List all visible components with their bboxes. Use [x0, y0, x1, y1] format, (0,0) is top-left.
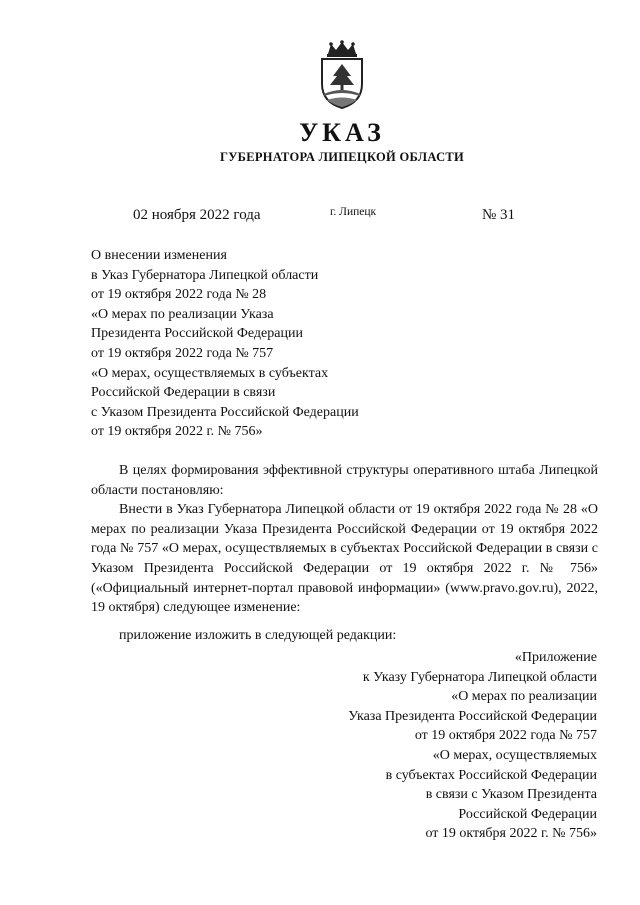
subject-line: Российской Федерации в связи — [91, 385, 276, 401]
appendix-line: «О мерах, осуществляемых — [432, 747, 597, 763]
body-paragraph: приложение изложить в следующей редакции: — [119, 627, 397, 643]
subject-line: от 19 октября 2022 г. № 756» — [91, 424, 263, 440]
appendix-line: от 19 октября 2022 года № 757 — [414, 728, 597, 744]
appendix-line: в связи с Указом Президента — [425, 787, 597, 803]
document-subtitle: ГУБЕРНАТОРА ЛИПЕЦКОЙ ОБЛАСТИ — [219, 150, 465, 164]
appendix-line: Указа Президента Российской Федерации — [348, 708, 597, 724]
body-paragraph: В целях формирования эффективной структуры оперативного штаба Липецкой области постановляю: — [91, 463, 598, 498]
appendix-line: в субъектах Российской Федерации — [385, 767, 597, 783]
body-paragraph: Внести в Указ Губернатора Липецкой области от 19 октября 2022 года № 28 «О мерах по реализации Указа Президента Российской Федерации от 19 октября 2022 года № 757 «О мерах, осуществляемых в субъектах Российской Федерации в связи с Указом Президента Российской Федерации от 19 октября 2022 г. № 756» («Официальный интернет-портал правовой информации» (www.pravo.gov.ru), 2022, 19 октября) следующее изменение: — [91, 502, 598, 616]
subject-line: «О мерах, осуществляемых в субъектах — [91, 365, 329, 381]
subject-line: в Указ Губернатора Липецкой области — [91, 267, 319, 283]
subject-line: О внесении изменения — [91, 248, 227, 263]
document-body — [91, 461, 598, 645]
appendix-line: к Указу Губернатора Липецкой области — [362, 669, 597, 685]
document-city: г. Липецк — [330, 206, 377, 218]
appendix-line: «О мерах по реализации — [451, 689, 597, 705]
subject-line: от 19 октября 2022 года № 757 — [91, 345, 274, 361]
appendix-line: от 19 октября 2022 г. № 756» — [425, 826, 597, 842]
appendix-header — [257, 648, 597, 844]
appendix-line: «Приложение — [514, 650, 597, 665]
subject-line: Президента Российской Федерации — [91, 326, 303, 342]
appendix-line: Российской Федерации — [458, 806, 597, 822]
subject-line: с Указом Президента Российской Федерации — [91, 404, 359, 420]
subject-line: от 19 октября 2022 года № 28 — [91, 287, 267, 303]
document-date: 02 ноября 2022 года — [133, 207, 261, 223]
document-title: УКАЗ — [299, 118, 385, 147]
document-number: № 31 — [482, 207, 516, 223]
coat-of-arms-icon — [314, 40, 370, 110]
document-subject — [91, 246, 431, 442]
subject-line: «О мерах по реализации Указа — [91, 306, 274, 322]
